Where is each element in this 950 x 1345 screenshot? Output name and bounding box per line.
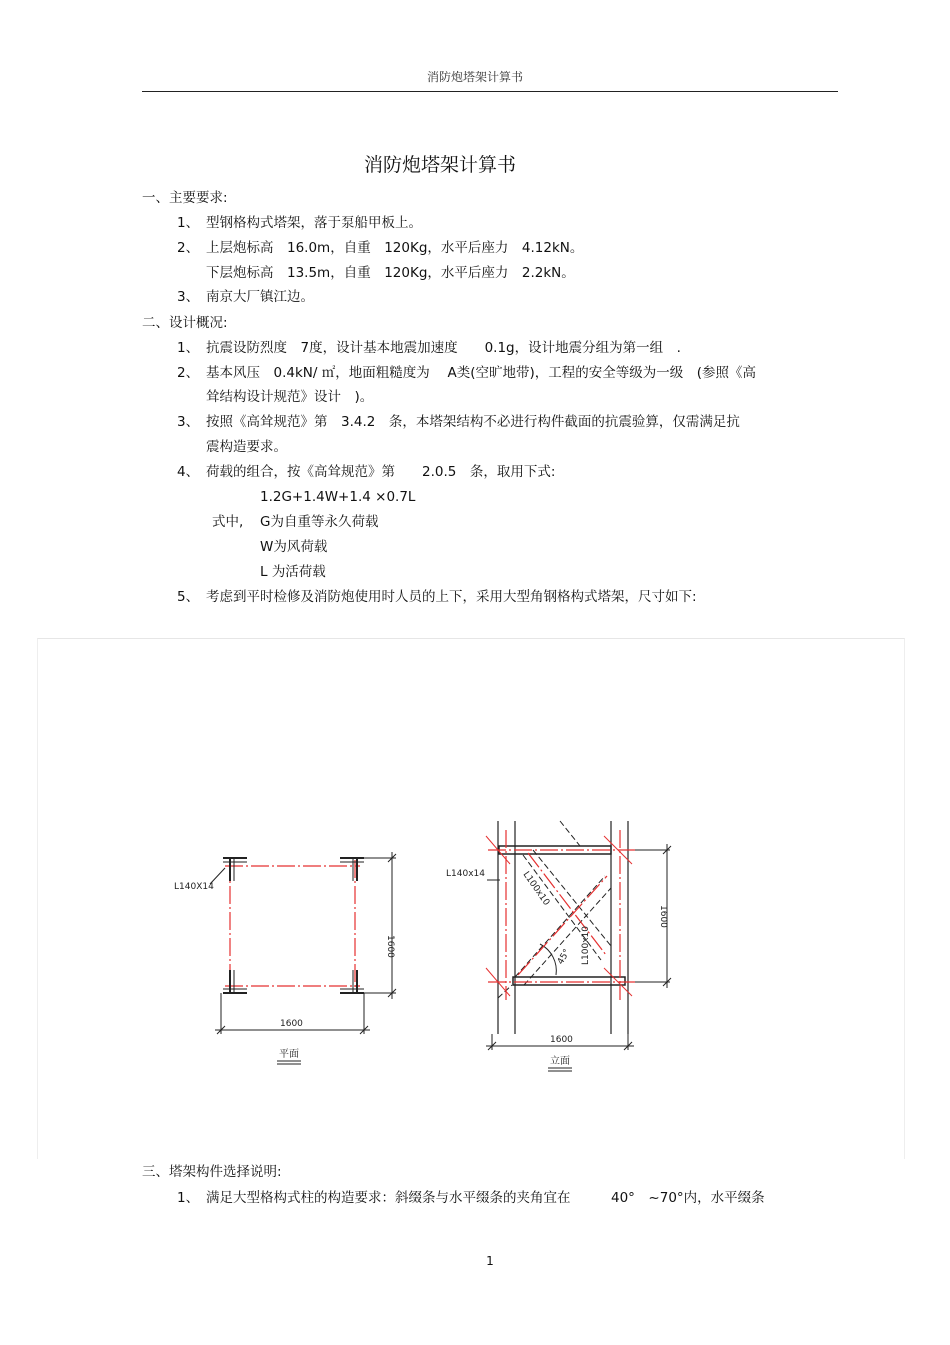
plan-angle-label: L140X14: [174, 882, 214, 892]
s1-item3-num: 3、: [177, 289, 200, 305]
load-formula: 1.2G+1.4W+1.4 ×0.7L: [260, 489, 416, 505]
plan-dim-right: 1600: [385, 935, 395, 958]
s2-item1-text: 抗震设防烈度 7度，设计基本地震加速度 0.1g，设计地震分组为第一组 .: [206, 340, 681, 356]
elev-caption: 立面: [550, 1056, 570, 1067]
document-title: 消防炮塔架计算书: [363, 154, 516, 176]
where-item-g: G为自重等永久荷载: [260, 514, 379, 530]
where-item-w: W为风荷载: [260, 539, 328, 555]
s2-item4-num: 4、: [177, 464, 200, 480]
s1-item3-text: 南京大厂镇江边。: [206, 289, 314, 305]
s1-item2b-text: 下层炮标高 13.5m，自重 120Kg，水平后座力 2.2kN。: [206, 265, 575, 281]
elevation-centerlines: [488, 830, 635, 1000]
s2-item3-line1: 按照《高耸规范》第 3.4.2 条，本塔架结构不必进行构件截面的抗震验算，仅需满足抗: [206, 414, 740, 430]
section2-heading: 二、设计概况:: [142, 315, 228, 331]
elev-dim-bottom: 1600: [550, 1035, 573, 1045]
plan-caption: 平面: [279, 1049, 299, 1060]
section3-heading: 三、塔架构件选择说明:: [142, 1164, 282, 1180]
elev-diag-label: L100x10: [520, 869, 552, 908]
elevation-view: [486, 821, 671, 1071]
page-number: 1: [486, 1254, 494, 1268]
s2-item1-num: 1、: [177, 340, 200, 356]
s1-item1-num: 1、: [177, 215, 200, 231]
s1-item1-text: 型钢格构式塔架，落于泵船甲板上。: [206, 215, 422, 231]
elev-vert-label: L100x10: [581, 926, 591, 965]
s1-item2-num: 2、: [177, 240, 200, 256]
s3-item1-num: 1、: [177, 1190, 200, 1206]
s2-item3-num: 3、: [177, 414, 200, 430]
s2-item5-text: 考虑到平时检修及消防炮使用时人员的上下，采用大型角钢格构式塔架，尺寸如下:: [206, 589, 697, 605]
s2-item2-line2: 耸结构设计规范》设计 )。: [206, 389, 374, 405]
s3-item1-text: 满足大型格构式柱的构造要求：斜缀条与水平缀条的夹角宜在 40° ~70°内，水平缀条: [206, 1190, 765, 1206]
where-item-l: L 为活荷载: [260, 564, 326, 580]
s1-item2-text: 上层炮标高 16.0m，自重 120Kg，水平后座力 4.12kN。: [206, 240, 584, 256]
elev-angle-label: L140x14: [446, 869, 485, 879]
where-label: 式中,: [212, 514, 244, 530]
s2-item2-line1: 基本风压 0.4kN/ ㎡，地面粗糙度为 A类(空旷地带)，工程的安全等级为一级 (参照《高: [206, 365, 757, 381]
s2-item3-line2: 震构造要求。: [206, 439, 287, 455]
s2-item4-text: 荷载的组合，按《高耸规范》第 2.0.5 条，取用下式:: [206, 464, 556, 480]
running-header: 消防炮塔架计算书: [426, 70, 523, 84]
plan-view: [210, 852, 396, 1064]
section1-heading: 一、主要要求:: [142, 190, 228, 206]
elev-dim-right: 1600: [658, 905, 668, 928]
s2-item2-num: 2、: [177, 365, 200, 381]
s2-item5-num: 5、: [177, 589, 200, 605]
elevation-crosses: [486, 836, 632, 996]
plan-dim-bottom: 1600: [280, 1019, 303, 1029]
elev-angle-deg: 45°: [555, 947, 573, 967]
